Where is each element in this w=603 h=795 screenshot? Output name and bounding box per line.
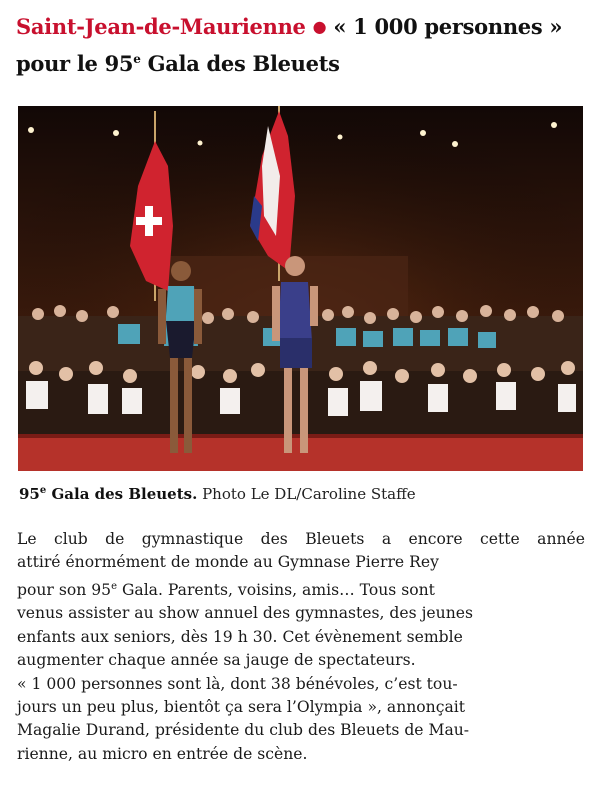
headline-title: « 1 000 personnes » <box>333 14 563 39</box>
caption-credit: Photo Le DL/Caroline Staffe <box>197 485 416 503</box>
body-line: « 1 000 personnes sont là, dont 38 bénévoles, c’est tou- <box>17 674 458 693</box>
caption-title-pre: 95 <box>19 485 40 503</box>
photo-caption <box>19 480 584 505</box>
headline-title-post: Gala des Bleuets <box>140 51 340 76</box>
caption-title <box>19 485 197 503</box>
body-line: venus assister au show annuel des gymnastes, des jeunes <box>17 604 473 623</box>
headline <box>16 12 591 79</box>
body-line: rienne, au micro en entrée de scène. <box>17 744 308 763</box>
body-line: Magalie Durand, présidente du club des Bleuets de Mau- <box>17 721 470 740</box>
caption-title-post: Gala des Bleuets. <box>46 485 198 503</box>
body-line: jours un peu plus, bientôt ça sera l’Olympia », annonçait <box>17 698 465 717</box>
headline-line-1 <box>16 12 591 44</box>
headline-location: Saint-Jean-de-Maurienne <box>16 14 306 39</box>
body-line: attiré énormément de monde au Gymnase Pierre Rey <box>17 553 439 572</box>
photo-illustration <box>18 106 583 471</box>
article-photo <box>18 106 583 471</box>
body-line: enfants aux seniors, dès 19 h 30. Cet évènement semble <box>17 627 463 646</box>
body-line <box>17 575 585 603</box>
headline-superscript: e <box>133 52 141 66</box>
bullet-icon: ● <box>312 17 327 36</box>
body-line-post: Gala. Parents, voisins, amis… Tous sont <box>116 581 435 599</box>
headline-line-2 <box>16 44 591 79</box>
caption-superscript: e <box>39 485 47 496</box>
body-line: Le club de gymnastique des Bleuets a encore cette année <box>17 530 585 548</box>
body-line-pre: pour son 95 <box>17 581 112 599</box>
body-line: augmenter chaque année sa jauge de spectateurs. <box>17 651 416 670</box>
body-superscript: e <box>111 580 117 592</box>
article-body <box>17 528 585 766</box>
headline-title-pre: pour le 95 <box>16 51 134 76</box>
